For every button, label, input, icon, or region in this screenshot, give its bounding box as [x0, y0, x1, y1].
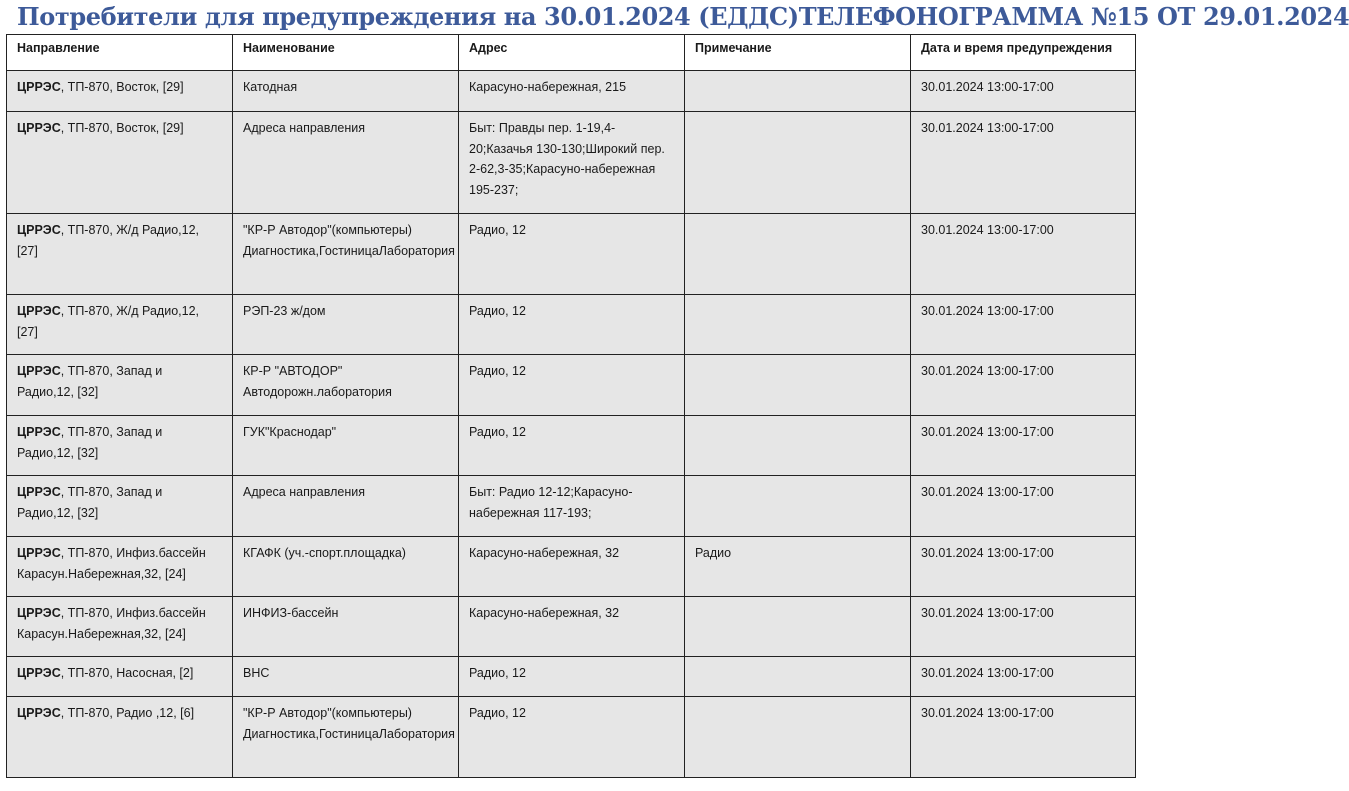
direction-detail: , ТП-870, Радио ,12, [6] [60, 706, 195, 720]
cell-name: Адреса направления [233, 112, 459, 214]
cell-direction [7, 214, 233, 295]
direction-region: ЦРРЭС [17, 223, 61, 237]
column-header-direction: Направление [7, 35, 233, 71]
cell-datetime: 30.01.2024 13:00-17:00 [911, 71, 1136, 112]
cell-note [685, 657, 911, 697]
cell-name: "КР-Р Автодор"(компьютеры) Диагностика,ГостиницаЛаборатория [233, 697, 459, 778]
direction-region: ЦРРЭС [17, 80, 61, 94]
consumers-table [6, 34, 1136, 778]
direction-region: ЦРРЭС [17, 666, 61, 680]
direction-detail: , ТП-870, Ж/д Радио,12, [27] [17, 304, 199, 339]
direction-detail: , ТП-870, Инфиз.бассейн Карасун.Набережная,32, [24] [17, 606, 206, 641]
table-row [7, 355, 1136, 416]
direction-detail: , ТП-870, Запад и Радио,12, [32] [17, 425, 163, 460]
cell-address: Быт: Радио 12-12;Карасуно-набережная 117-193; [459, 476, 685, 537]
direction-detail: , ТП-870, Восток, [29] [60, 80, 184, 94]
cell-note [685, 71, 911, 112]
table-row [7, 112, 1136, 214]
column-header-name: Наименование [233, 35, 459, 71]
table-row [7, 697, 1136, 778]
cell-datetime: 30.01.2024 13:00-17:00 [911, 416, 1136, 476]
cell-address: Карасуно-набережная, 32 [459, 597, 685, 657]
cell-address: Карасуно-набережная, 32 [459, 537, 685, 597]
cell-note: Радио [685, 537, 911, 597]
table-row [7, 295, 1136, 355]
table-row [7, 597, 1136, 657]
direction-detail: , ТП-870, Запад и Радио,12, [32] [17, 485, 163, 520]
cell-direction [7, 597, 233, 657]
cell-direction [7, 537, 233, 597]
cell-datetime: 30.01.2024 13:00-17:00 [911, 697, 1136, 778]
cell-direction [7, 657, 233, 697]
cell-datetime: 30.01.2024 13:00-17:00 [911, 657, 1136, 697]
cell-address: Радио, 12 [459, 416, 685, 476]
cell-name: ГУК"Краснодар" [233, 416, 459, 476]
cell-datetime: 30.01.2024 13:00-17:00 [911, 214, 1136, 295]
direction-detail: , ТП-870, Запад и Радио,12, [32] [17, 364, 163, 399]
cell-direction [7, 71, 233, 112]
table-row [7, 476, 1136, 537]
cell-address: Радио, 12 [459, 697, 685, 778]
direction-detail: , ТП-870, Ж/д Радио,12, [27] [17, 223, 199, 258]
cell-name: Катодная [233, 71, 459, 112]
direction-region: ЦРРЭС [17, 606, 61, 620]
cell-direction [7, 697, 233, 778]
cell-note [685, 416, 911, 476]
table-row [7, 71, 1136, 112]
cell-name: "КР-Р Автодор"(компьютеры) Диагностика,ГостиницаЛаборатория [233, 214, 459, 295]
direction-region: ЦРРЭС [17, 364, 61, 378]
cell-direction [7, 355, 233, 416]
column-header-note: Примечание [685, 35, 911, 71]
direction-region: ЦРРЭС [17, 485, 61, 499]
cell-note [685, 112, 911, 214]
cell-note [685, 597, 911, 657]
cell-datetime: 30.01.2024 13:00-17:00 [911, 355, 1136, 416]
direction-detail: , ТП-870, Насосная, [2] [60, 666, 194, 680]
cell-name: КР-Р "АВТОДОР" Автодорожн.лаборатория [233, 355, 459, 416]
direction-region: ЦРРЭС [17, 425, 61, 439]
cell-note [685, 476, 911, 537]
direction-region: ЦРРЭС [17, 546, 61, 560]
cell-datetime: 30.01.2024 13:00-17:00 [911, 112, 1136, 214]
cell-name: ВНС [233, 657, 459, 697]
cell-direction [7, 112, 233, 214]
cell-direction [7, 476, 233, 537]
table-row [7, 416, 1136, 476]
cell-address: Радио, 12 [459, 214, 685, 295]
cell-name: КГАФК (уч.-спорт.площадка) [233, 537, 459, 597]
table-row [7, 214, 1136, 295]
table-row [7, 537, 1136, 597]
cell-address: Радио, 12 [459, 355, 685, 416]
page-title: Потребители для предупреждения на 30.01.2024 (ЕДДС)ТЕЛЕФОНОГРАММА №15 ОТ 29.01.2024 [17, 2, 1349, 31]
cell-name: Адреса направления [233, 476, 459, 537]
column-header-address: Адрес [459, 35, 685, 71]
cell-name: РЭП-23 ж/дом [233, 295, 459, 355]
cell-datetime: 30.01.2024 13:00-17:00 [911, 476, 1136, 537]
cell-datetime: 30.01.2024 13:00-17:00 [911, 597, 1136, 657]
cell-address: Карасуно-набережная, 215 [459, 71, 685, 112]
cell-datetime: 30.01.2024 13:00-17:00 [911, 537, 1136, 597]
cell-note [685, 697, 911, 778]
cell-note [685, 214, 911, 295]
cell-address: Радио, 12 [459, 295, 685, 355]
cell-direction [7, 295, 233, 355]
cell-address: Быт: Правды пер. 1-19,4-20;Казачья 130-130;Широкий пер. 2-62,3-35;Карасуно-набережная 195-237; [459, 112, 685, 214]
direction-region: ЦРРЭС [17, 706, 61, 720]
cell-address: Радио, 12 [459, 657, 685, 697]
cell-note [685, 295, 911, 355]
direction-detail: , ТП-870, Восток, [29] [60, 121, 184, 135]
direction-region: ЦРРЭС [17, 304, 61, 318]
cell-name: ИНФИЗ-бассейн [233, 597, 459, 657]
direction-region: ЦРРЭС [17, 121, 61, 135]
column-header-datetime: Дата и время предупреждения [911, 35, 1136, 71]
cell-note [685, 355, 911, 416]
table-header-row [7, 35, 1136, 71]
direction-detail: , ТП-870, Инфиз.бассейн Карасун.Набережная,32, [24] [17, 546, 206, 581]
table-row [7, 657, 1136, 697]
cell-direction [7, 416, 233, 476]
cell-datetime: 30.01.2024 13:00-17:00 [911, 295, 1136, 355]
